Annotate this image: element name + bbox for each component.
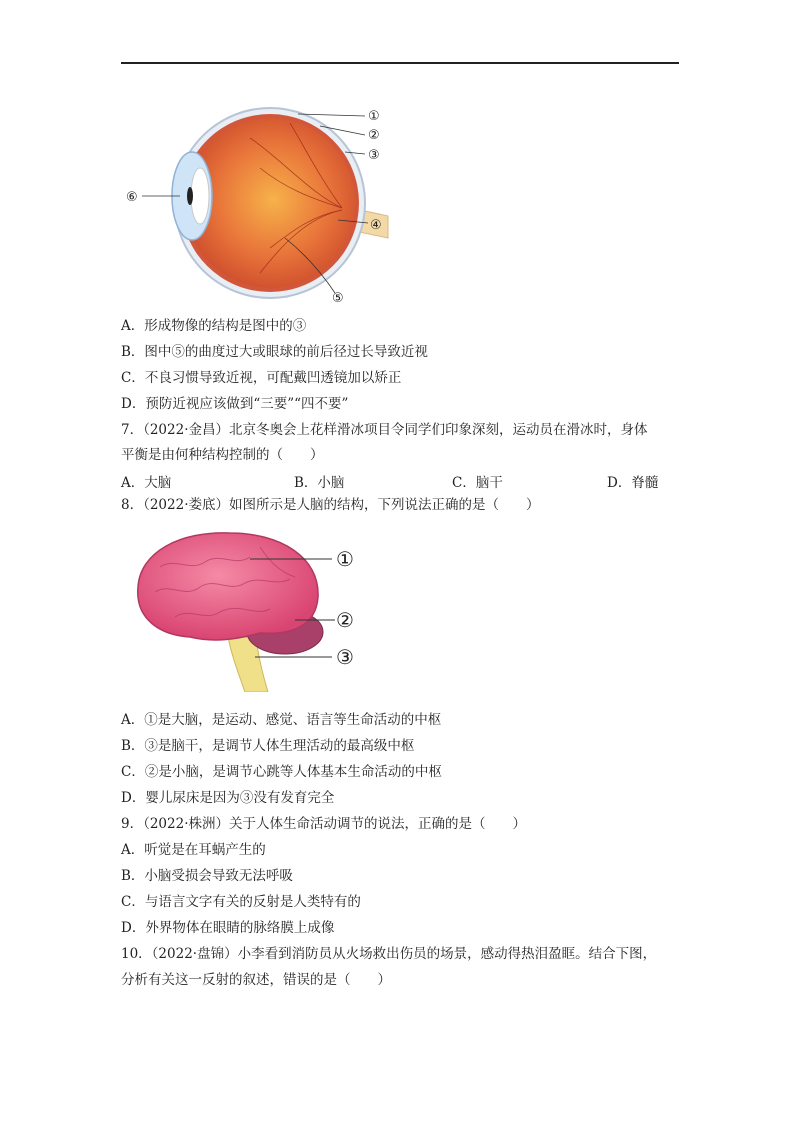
q8-stem: 8．（2022·娄底）如图所示是人脑的结构，下列说法正确的是（ ） xyxy=(121,497,540,513)
q7-options xyxy=(121,471,681,489)
brain-diagram xyxy=(120,527,370,692)
q8-option-d: D．婴儿尿床是因为③没有发育完全 xyxy=(121,790,335,806)
q8-option-b: B．③是脑干，是调节人体生理活动的最高级中枢 xyxy=(121,738,415,754)
eye-label-3: ③ xyxy=(368,148,380,163)
q6-option-c: C．不良习惯导致近视，可配戴凹透镜加以矫正 xyxy=(121,370,402,386)
q6-option-b: B．图中⑤的曲度过大或眼球的前后径过长导致近视 xyxy=(121,344,428,360)
q6-option-a: A．形成物像的结构是图中的③ xyxy=(121,318,307,334)
q9-option-d: D．外界物体在眼睛的脉络膜上成像 xyxy=(121,920,335,936)
q6-option-d: D．预防近视应该做到“三要”“四不要” xyxy=(121,396,349,412)
eye-label-1: ① xyxy=(368,109,380,124)
eye-label-2: ② xyxy=(368,128,380,143)
brain-label-3: ③ xyxy=(336,645,354,669)
q10-stem-line1: 10．（2022·盘锦）小李看到消防员从火场救出伤员的场景，感动得热泪盈眶。结合下图， xyxy=(121,946,657,962)
q7-option-d: D．脊髓 xyxy=(607,475,659,491)
q7-option-a: A．大脑 xyxy=(121,475,172,491)
q9-stem: 9．（2022·株洲）关于人体生命活动调节的说法，正确的是（ ） xyxy=(121,816,526,832)
eye-label-5: ⑤ xyxy=(332,291,344,306)
eye-label-4: ④ xyxy=(370,218,382,233)
q7-option-c: C．脑干 xyxy=(452,475,503,491)
q10-stem-line2: 分析有关这一反射的叙述，错误的是（ ） xyxy=(121,972,391,988)
q8-option-a: A．①是大脑，是运动、感觉、语言等生命活动的中枢 xyxy=(121,712,442,728)
eye-label-6: ⑥ xyxy=(126,190,138,205)
eye-diagram xyxy=(120,98,400,306)
header-rule xyxy=(121,62,679,64)
q8-option-c: C．②是小脑，是调节心跳等人体基本生命活动的中枢 xyxy=(121,764,442,780)
q9-option-c: C．与语言文字有关的反射是人类特有的 xyxy=(121,894,361,910)
lens xyxy=(191,168,209,224)
q9-option-a: A．听觉是在耳蜗产生的 xyxy=(121,842,266,858)
q7-stem-line2: 平衡是由何种结构控制的（ ） xyxy=(121,447,324,463)
q7-stem-line1: 7．（2022·金昌）北京冬奥会上花样滑冰项目令同学们印象深刻，运动员在滑冰时，身体 xyxy=(121,422,648,438)
brain-label-2: ② xyxy=(336,608,354,632)
brain-label-1: ① xyxy=(336,547,354,571)
q7-option-b: B．小脑 xyxy=(294,475,345,491)
q9-option-b: B．小脑受损会导致无法呼吸 xyxy=(121,868,293,884)
pupil xyxy=(187,187,193,205)
